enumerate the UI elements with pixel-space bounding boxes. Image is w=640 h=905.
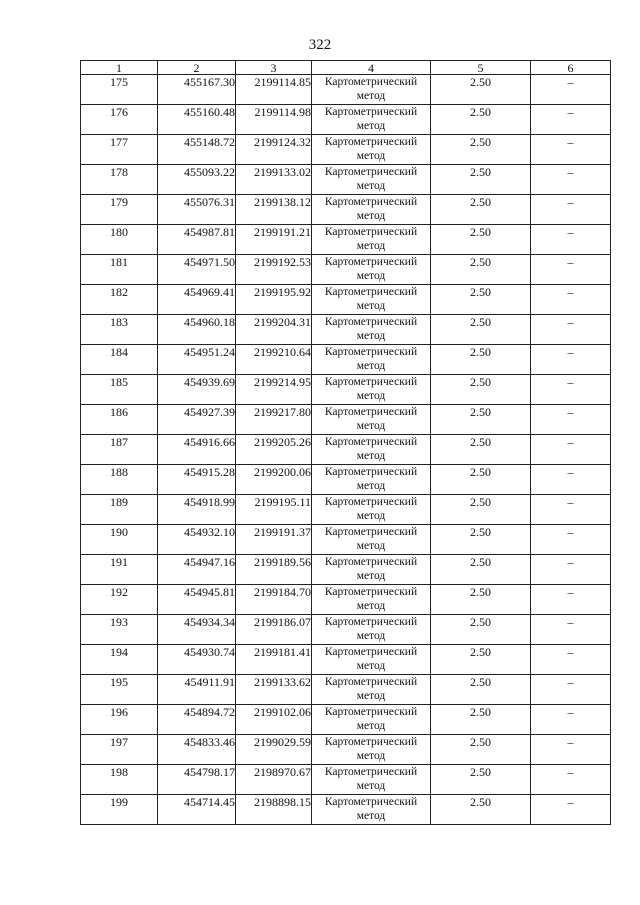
point-number-cell: 189	[81, 495, 158, 525]
table-row	[81, 465, 611, 495]
accuracy-cell: 2.50	[431, 195, 531, 225]
y-coordinate-cell: 2199181.41	[236, 645, 312, 675]
method-line-1: Картометрический	[324, 76, 418, 88]
accuracy-cell: 2.50	[431, 225, 531, 255]
method-line-1: Картометрический	[324, 286, 418, 298]
table-row	[81, 405, 611, 435]
note-cell: –	[531, 645, 611, 675]
method-cell	[312, 765, 431, 795]
method-line-2: метод	[356, 180, 386, 192]
x-coordinate-cell: 454951.24	[158, 345, 236, 375]
table-row	[81, 615, 611, 645]
x-coordinate-cell: 455160.48	[158, 105, 236, 135]
method-line-2: метод	[356, 300, 386, 312]
point-number-cell: 192	[81, 585, 158, 615]
coordinates-table	[80, 60, 611, 825]
point-number-cell: 184	[81, 345, 158, 375]
method-line-1: Картометрический	[324, 646, 418, 658]
method-line-2: метод	[356, 660, 386, 672]
column-header-1: 1	[81, 61, 158, 75]
accuracy-cell: 2.50	[431, 375, 531, 405]
method-line-1: Картометрический	[324, 616, 418, 628]
method-line-2: метод	[356, 810, 386, 822]
method-line-2: метод	[356, 240, 386, 252]
point-number-cell: 198	[81, 765, 158, 795]
method-line-1: Картометрический	[324, 436, 418, 448]
method-line-2: метод	[356, 120, 386, 132]
method-line-1: Картометрический	[324, 166, 418, 178]
point-number-cell: 187	[81, 435, 158, 465]
point-number-cell: 178	[81, 165, 158, 195]
method-cell	[312, 585, 431, 615]
y-coordinate-cell: 2199217.80	[236, 405, 312, 435]
accuracy-cell: 2.50	[431, 315, 531, 345]
method-line-2: метод	[356, 90, 386, 102]
point-number-cell: 190	[81, 525, 158, 555]
accuracy-cell: 2.50	[431, 705, 531, 735]
table-row	[81, 255, 611, 285]
y-coordinate-cell: 2199184.70	[236, 585, 312, 615]
method-cell	[312, 105, 431, 135]
note-cell: –	[531, 345, 611, 375]
method-cell	[312, 165, 431, 195]
point-number-cell: 176	[81, 105, 158, 135]
table-row	[81, 585, 611, 615]
method-line-1: Картометрический	[324, 736, 418, 748]
method-line-2: метод	[356, 270, 386, 282]
method-cell	[312, 405, 431, 435]
y-coordinate-cell: 2199195.11	[236, 495, 312, 525]
x-coordinate-cell: 454945.81	[158, 585, 236, 615]
method-line-2: метод	[356, 420, 386, 432]
y-coordinate-cell: 2199189.56	[236, 555, 312, 585]
method-line-1: Картометрический	[324, 316, 418, 328]
note-cell: –	[531, 105, 611, 135]
accuracy-cell: 2.50	[431, 135, 531, 165]
note-cell: –	[531, 465, 611, 495]
method-line-1: Картометрический	[324, 376, 418, 388]
x-coordinate-cell: 455148.72	[158, 135, 236, 165]
table-row	[81, 285, 611, 315]
table-row	[81, 435, 611, 465]
method-cell	[312, 135, 431, 165]
accuracy-cell: 2.50	[431, 105, 531, 135]
method-cell	[312, 705, 431, 735]
method-line-2: метод	[356, 630, 386, 642]
point-number-cell: 175	[81, 75, 158, 105]
method-cell	[312, 495, 431, 525]
method-line-1: Картометрический	[324, 106, 418, 118]
method-line-1: Картометрический	[324, 196, 418, 208]
method-cell	[312, 555, 431, 585]
table-row	[81, 345, 611, 375]
x-coordinate-cell: 454930.74	[158, 645, 236, 675]
method-cell	[312, 465, 431, 495]
method-cell	[312, 315, 431, 345]
note-cell: –	[531, 765, 611, 795]
note-cell: –	[531, 615, 611, 645]
accuracy-cell: 2.50	[431, 285, 531, 315]
table-row	[81, 555, 611, 585]
table-header-row	[81, 61, 611, 75]
accuracy-cell: 2.50	[431, 435, 531, 465]
y-coordinate-cell: 2199124.32	[236, 135, 312, 165]
method-cell	[312, 615, 431, 645]
y-coordinate-cell: 2199102.06	[236, 705, 312, 735]
method-line-1: Картометрический	[324, 346, 418, 358]
method-cell	[312, 525, 431, 555]
method-line-1: Картометрический	[324, 706, 418, 718]
point-number-cell: 188	[81, 465, 158, 495]
method-line-1: Картометрический	[324, 766, 418, 778]
point-number-cell: 183	[81, 315, 158, 345]
method-line-2: метод	[356, 390, 386, 402]
accuracy-cell: 2.50	[431, 165, 531, 195]
method-line-2: метод	[356, 780, 386, 792]
table-row	[81, 705, 611, 735]
point-number-cell: 185	[81, 375, 158, 405]
method-cell	[312, 75, 431, 105]
accuracy-cell: 2.50	[431, 645, 531, 675]
method-cell	[312, 795, 431, 825]
accuracy-cell: 2.50	[431, 75, 531, 105]
note-cell: –	[531, 495, 611, 525]
table-row	[81, 735, 611, 765]
y-coordinate-cell: 2199204.31	[236, 315, 312, 345]
point-number-cell: 182	[81, 285, 158, 315]
x-coordinate-cell: 454969.41	[158, 285, 236, 315]
y-coordinate-cell: 2199205.26	[236, 435, 312, 465]
method-cell	[312, 225, 431, 255]
x-coordinate-cell: 455093.22	[158, 165, 236, 195]
method-cell	[312, 195, 431, 225]
note-cell: –	[531, 585, 611, 615]
y-coordinate-cell: 2199191.21	[236, 225, 312, 255]
method-line-2: метод	[356, 480, 386, 492]
table-row	[81, 195, 611, 225]
point-number-cell: 199	[81, 795, 158, 825]
point-number-cell: 186	[81, 405, 158, 435]
table-row	[81, 105, 611, 135]
y-coordinate-cell: 2199138.12	[236, 195, 312, 225]
x-coordinate-cell: 455076.31	[158, 195, 236, 225]
y-coordinate-cell: 2199210.64	[236, 345, 312, 375]
x-coordinate-cell: 454798.17	[158, 765, 236, 795]
table-row	[81, 165, 611, 195]
point-number-cell: 191	[81, 555, 158, 585]
method-line-2: метод	[356, 540, 386, 552]
method-line-2: метод	[356, 450, 386, 462]
x-coordinate-cell: 454960.18	[158, 315, 236, 345]
method-line-2: метод	[356, 330, 386, 342]
accuracy-cell: 2.50	[431, 615, 531, 645]
x-coordinate-cell: 454934.34	[158, 615, 236, 645]
note-cell: –	[531, 225, 611, 255]
note-cell: –	[531, 555, 611, 585]
table-row	[81, 675, 611, 705]
table-row	[81, 75, 611, 105]
table-row	[81, 225, 611, 255]
point-number-cell: 196	[81, 705, 158, 735]
note-cell: –	[531, 735, 611, 765]
method-cell	[312, 255, 431, 285]
y-coordinate-cell: 2199186.07	[236, 615, 312, 645]
accuracy-cell: 2.50	[431, 465, 531, 495]
note-cell: –	[531, 285, 611, 315]
note-cell: –	[531, 375, 611, 405]
method-line-2: метод	[356, 360, 386, 372]
method-line-1: Картометрический	[324, 526, 418, 538]
note-cell: –	[531, 195, 611, 225]
method-cell	[312, 645, 431, 675]
accuracy-cell: 2.50	[431, 345, 531, 375]
y-coordinate-cell: 2198970.67	[236, 765, 312, 795]
point-number-cell: 194	[81, 645, 158, 675]
x-coordinate-cell: 454915.28	[158, 465, 236, 495]
note-cell: –	[531, 675, 611, 705]
point-number-cell: 179	[81, 195, 158, 225]
page-number: 322	[308, 37, 332, 53]
method-cell	[312, 375, 431, 405]
x-coordinate-cell: 455167.30	[158, 75, 236, 105]
method-line-2: метод	[356, 720, 386, 732]
x-coordinate-cell: 454916.66	[158, 435, 236, 465]
table-row	[81, 765, 611, 795]
point-number-cell: 181	[81, 255, 158, 285]
method-line-1: Картометрический	[324, 676, 418, 688]
x-coordinate-cell: 454971.50	[158, 255, 236, 285]
method-line-1: Картометрический	[324, 496, 418, 508]
method-line-1: Картометрический	[324, 256, 418, 268]
method-line-2: метод	[356, 750, 386, 762]
method-line-1: Картометрический	[324, 586, 418, 598]
point-number-cell: 197	[81, 735, 158, 765]
x-coordinate-cell: 454918.99	[158, 495, 236, 525]
accuracy-cell: 2.50	[431, 675, 531, 705]
method-line-1: Картометрический	[324, 556, 418, 568]
method-line-2: метод	[356, 600, 386, 612]
column-header-4: 4	[312, 61, 431, 75]
accuracy-cell: 2.50	[431, 495, 531, 525]
method-line-1: Картометрический	[324, 796, 418, 808]
y-coordinate-cell: 2199114.85	[236, 75, 312, 105]
method-line-1: Картометрический	[324, 136, 418, 148]
y-coordinate-cell: 2199192.53	[236, 255, 312, 285]
y-coordinate-cell: 2199133.02	[236, 165, 312, 195]
method-line-2: метод	[356, 510, 386, 522]
y-coordinate-cell: 2199114.98	[236, 105, 312, 135]
y-coordinate-cell: 2199200.06	[236, 465, 312, 495]
y-coordinate-cell: 2198898.15	[236, 795, 312, 825]
accuracy-cell: 2.50	[431, 735, 531, 765]
accuracy-cell: 2.50	[431, 585, 531, 615]
point-number-cell: 180	[81, 225, 158, 255]
method-line-2: метод	[356, 690, 386, 702]
table-row	[81, 645, 611, 675]
method-cell	[312, 345, 431, 375]
x-coordinate-cell: 454947.16	[158, 555, 236, 585]
y-coordinate-cell: 2199133.62	[236, 675, 312, 705]
y-coordinate-cell: 2199029.59	[236, 735, 312, 765]
table-body	[81, 75, 611, 825]
note-cell: –	[531, 405, 611, 435]
method-line-1: Картометрический	[324, 466, 418, 478]
accuracy-cell: 2.50	[431, 795, 531, 825]
table-row	[81, 795, 611, 825]
x-coordinate-cell: 454714.45	[158, 795, 236, 825]
method-line-2: метод	[356, 150, 386, 162]
y-coordinate-cell: 2199195.92	[236, 285, 312, 315]
note-cell: –	[531, 795, 611, 825]
method-line-2: метод	[356, 570, 386, 582]
table-row	[81, 135, 611, 165]
x-coordinate-cell: 454894.72	[158, 705, 236, 735]
column-header-5: 5	[431, 61, 531, 75]
note-cell: –	[531, 525, 611, 555]
method-cell	[312, 735, 431, 765]
table-row	[81, 375, 611, 405]
method-cell	[312, 675, 431, 705]
y-coordinate-cell: 2199214.95	[236, 375, 312, 405]
x-coordinate-cell: 454911.91	[158, 675, 236, 705]
column-header-3: 3	[236, 61, 312, 75]
note-cell: –	[531, 315, 611, 345]
method-cell	[312, 435, 431, 465]
note-cell: –	[531, 435, 611, 465]
accuracy-cell: 2.50	[431, 255, 531, 285]
point-number-cell: 193	[81, 615, 158, 645]
column-header-2: 2	[158, 61, 236, 75]
accuracy-cell: 2.50	[431, 765, 531, 795]
accuracy-cell: 2.50	[431, 405, 531, 435]
column-header-6: 6	[531, 61, 611, 75]
y-coordinate-cell: 2199191.37	[236, 525, 312, 555]
point-number-cell: 195	[81, 675, 158, 705]
note-cell: –	[531, 705, 611, 735]
accuracy-cell: 2.50	[431, 555, 531, 585]
accuracy-cell: 2.50	[431, 525, 531, 555]
method-line-1: Картометрический	[324, 226, 418, 238]
table-row	[81, 315, 611, 345]
x-coordinate-cell: 454932.10	[158, 525, 236, 555]
method-line-1: Картометрический	[324, 406, 418, 418]
note-cell: –	[531, 165, 611, 195]
method-line-2: метод	[356, 210, 386, 222]
table-row	[81, 495, 611, 525]
note-cell: –	[531, 75, 611, 105]
x-coordinate-cell: 454939.69	[158, 375, 236, 405]
method-cell	[312, 285, 431, 315]
x-coordinate-cell: 454833.46	[158, 735, 236, 765]
x-coordinate-cell: 454987.81	[158, 225, 236, 255]
x-coordinate-cell: 454927.39	[158, 405, 236, 435]
note-cell: –	[531, 135, 611, 165]
table-row	[81, 525, 611, 555]
point-number-cell: 177	[81, 135, 158, 165]
note-cell: –	[531, 255, 611, 285]
